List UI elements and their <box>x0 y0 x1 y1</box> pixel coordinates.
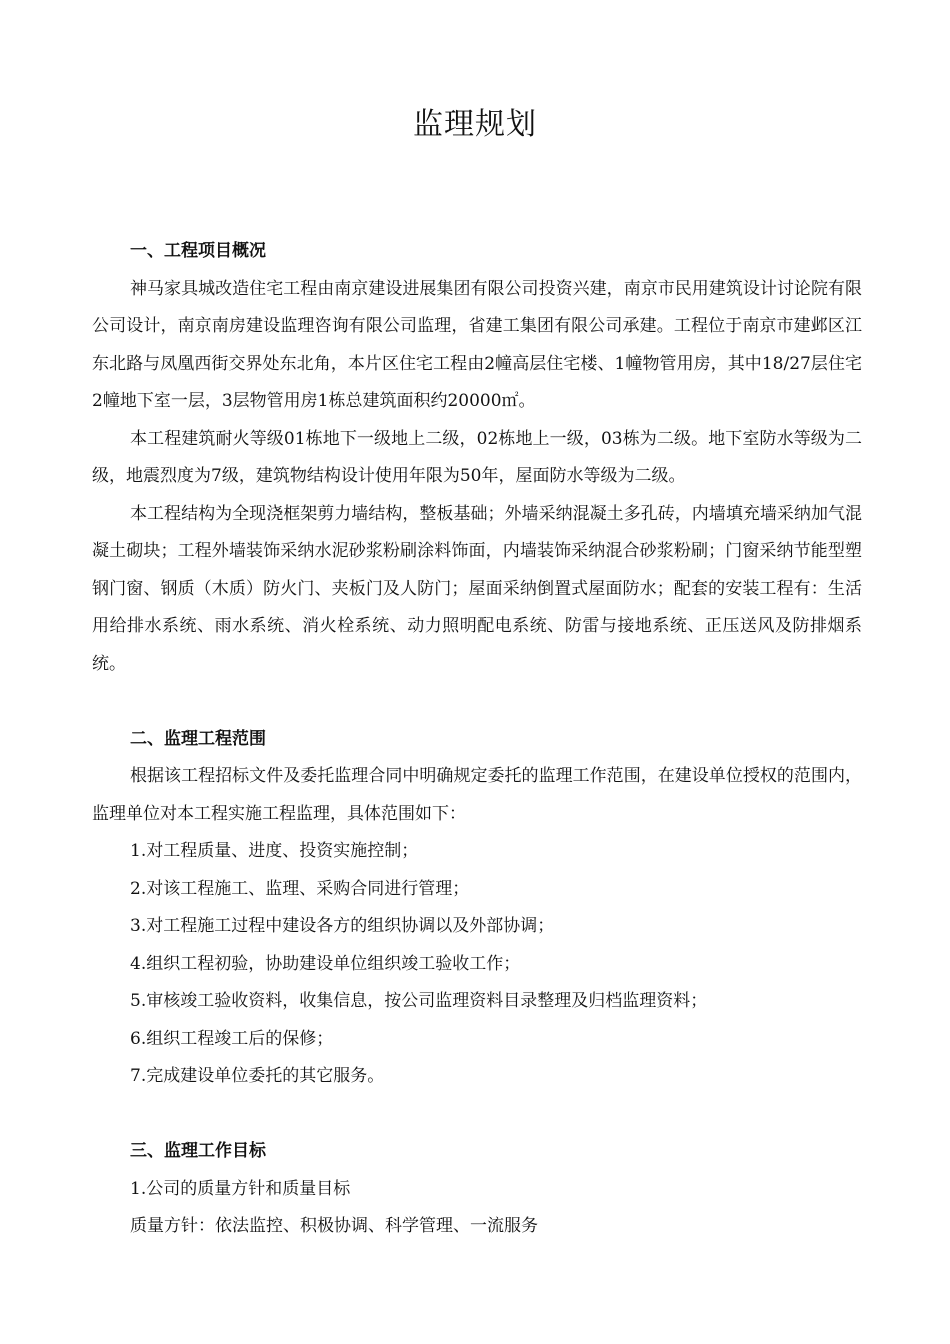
section-heading: 二、监理工程范围 <box>130 728 266 749</box>
list-item: 5.审核竣工验收资料，收集信息，按公司监理资料目录整理及归档监理资料； <box>130 991 708 1011</box>
list-item: 2.对该工程施工、监理、采购合同进行管理； <box>130 878 470 899</box>
paragraph: 本工程建筑耐火等级01栋地下一级地上二级，02栋地上一级，03栋为二级。地下室防水等级为二级，地震烈度为7级，建筑物结构设计使用年限为50年，屋面防水等级为二级。 <box>92 428 862 486</box>
paragraph: 根据该工程招标文件及委托监理合同中明确规定委托的监理工作范围，在建设单位授权的范围内，监理单位对本工程实施工程监理，具体范围如下： <box>92 766 862 824</box>
paragraph: 神马家具城改造住宅工程由南京建设进展集团有限公司投资兴建，南京市民用建筑设计讨论院有限公司设计，南京南房建设监理咨询有限公司监理，省建工集团有限公司承建。工程位于南京市建邺区江东北路与凤凰西街交界处东北角，本片区住宅工程由2幢高层住宅楼、1幢物管用房，其中18/27层住宅2幢地下室一层，3层物管用房1栋总建筑面积约20000㎡。 <box>92 278 862 411</box>
list-item: 3.对工程施工过程中建设各方的组织协调以及外部协调； <box>130 916 555 936</box>
section-work-objectives <box>92 1133 862 1246</box>
list-item: 1.公司的质量方针和质量目标 <box>130 1178 351 1199</box>
section-gap <box>92 1096 862 1134</box>
document-body <box>92 233 862 1246</box>
section-heading: 三、监理工作目标 <box>130 1141 266 1161</box>
list-item: 6.组织工程竣工后的保修； <box>130 1028 334 1049</box>
section-project-overview <box>92 233 862 683</box>
document-title: 监理规划 <box>413 107 537 142</box>
section-gap <box>92 683 862 721</box>
list-item: 质量方针：依法监控、积极协调、科学管理、一流服务 <box>130 1216 538 1236</box>
section-heading: 一、工程项目概况 <box>130 241 266 261</box>
section-supervision-scope <box>92 721 862 1096</box>
list-item: 4.组织工程初验，协助建设单位组织竣工验收工作； <box>130 953 521 974</box>
list-item: 1.对工程质量、进度、投资实施控制； <box>130 841 419 861</box>
paragraph: 本工程结构为全现浇框架剪力墙结构，整板基础；外墙采纳混凝土多孔砖，内墙填充墙采纳加气混凝土砌块；工程外墙装饰采纳水泥砂浆粉刷涂料饰面，内墙装饰采纳混合砂浆粉刷；门窗采纳节能型塑钢门窗、钢质（木质）防火门、夹板门及人防门；屋面采纳倒置式屋面防水；配套的安装工程有：生活用给排水系统、雨水系统、消火栓系统、动力照明配电系统、防雷与接地系统、正压送风及防排烟系统。 <box>92 503 862 674</box>
list-item: 7.完成建设单位委托的其它服务。 <box>130 1066 385 1086</box>
